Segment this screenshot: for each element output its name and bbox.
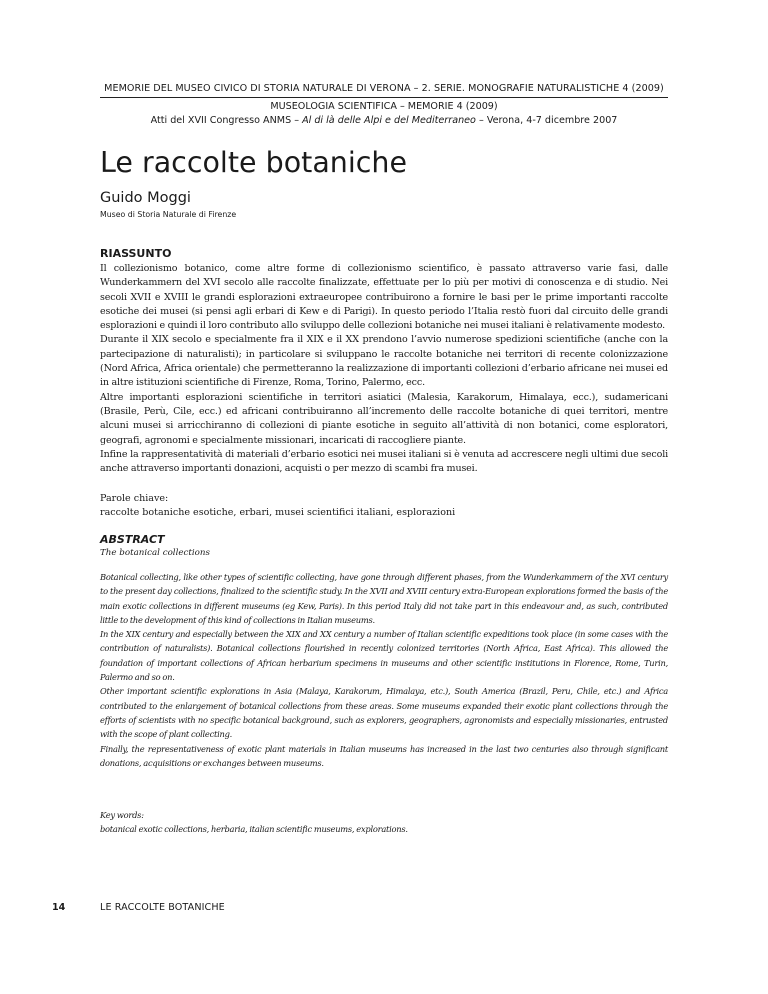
article-title: Le raccolte botaniche [100, 146, 408, 179]
abstract-paragraph: Other important scientific explorations in Asia (Malaya, Karakorum, Himalaya, etc.), South America (Brazil, Peru, Chile, etc.) and Africa contributed to the enlargement of botanical collections from these areas. Some museums expanded their exotic plant collections through the efforts of scientists with no specific botanical background, such as explorers, geographers, agronomists and especially missionaries, entrusted with the scope of plant collecting. [100, 686, 668, 740]
riassunto-body [100, 262, 668, 476]
author-affiliation: Museo di Storia Naturale di Firenze [100, 210, 237, 219]
journal-series-header: MEMORIE DEL MUSEO CIVICO DI STORIA NATURALE DI VERONA – 2. SERIE. MONOGRAFIE NATURALISTICHE 4 (2009) [104, 83, 664, 94]
riassunto-heading: RIASSUNTO [100, 247, 172, 260]
journal-subseries: MUSEOLOGIA SCIENTIFICA – MEMORIE 4 (2009) [270, 101, 498, 112]
riassunto-paragraph: Il collezionismo botanico, come altre forme di collezionismo scientifico, è passato attraverso varie fasi, dalle Wunderkammern del XVI secolo alle raccolte finalizzate, effettuate per lo più per motivi di conoscenza e di studio. Nei secoli XVII e XVIII le grandi esplorazioni extraeuropee contribuirono a fornire le basi per le prime importanti raccolte esotiche dei musei (si pensi agli erbari di Kew e di Parigi). In questo periodo l’Italia restò fuori dal circuito delle grandi esplorazioni e quindi il loro contributo allo sviluppo delle collezioni botaniche nei musei italiani è relativamente modesto. [100, 263, 668, 332]
header-rule [100, 97, 668, 98]
riassunto-keywords-list: raccolte botaniche esotiche, erbari, musei scientifici italiani, esplorazioni [100, 507, 456, 519]
riassunto-paragraph: Altre importanti esplorazioni scientifiche in territori asiatici (Malesia, Karakorum, Himalaya, ecc.), sudamericani (Brasile, Perù, Cile, ecc.) ed africani contribuiranno all’incremento delle raccolte botaniche di quei territori, mentre alcuni musei si arricchiranno di collezioni di piante esotiche in seguito all’attività di non botanici, come esploratori, geografi, agronomi e specialmente missionari, incaricati di raccogliere piante. [100, 391, 668, 446]
abstract-subtitle: The botanical collections [100, 548, 210, 558]
congress-title: Al di là delle Alpi e del Mediterraneo [302, 115, 476, 126]
riassunto-paragraph: Durante il XIX secolo e specialmente fra il XIX e il XX prendono l’avvio numerose spedizioni scientifiche (anche con la partecipazione di naturalisti); in particolare si sviluppano le raccolte botaniche nei territori di recente colonizzazione (Nord Africa, Africa orientale) che permetteranno la realizzazione di importanti collezioni d’erbario africane nei musei ed in altre istituzioni scientifiche di Firenze, Roma, Torino, Palermo, ecc. [100, 334, 668, 389]
congress-suffix: – Verona, 4-7 dicembre 2007 [475, 115, 618, 126]
abstract-keywords [100, 808, 668, 837]
congress-line [100, 115, 668, 126]
author-name: Guido Moggi [100, 190, 191, 206]
abstract-paragraph: Botanical collecting, like other types of scientific collecting, have gone through different phases, from the Wunderkammern of the XVI century to the present day collections, finalized to the scientific study. In the XVII and XVIII century extra-European explorations formed the basis of the main exotic collections in different museums (eg Kew, Paris). In this period Italy did not take part in this endeavour and, as such, contributed little to the development of this kind of collections in Italian museums. [100, 572, 668, 625]
abstract-body [100, 570, 668, 770]
congress-prefix: Atti del XVII Congresso ANMS – [150, 115, 303, 126]
riassunto-keywords-label: Parole chiave: [100, 493, 169, 504]
abstract-keywords-list: botanical exotic collections, herbaria, italian scientific museums, explorations. [100, 824, 408, 835]
page-number: 14 [52, 902, 66, 913]
abstract-keywords-label: Key words: [100, 810, 144, 820]
riassunto-keywords [100, 492, 668, 521]
abstract-heading: ABSTRACT [100, 533, 165, 546]
abstract-paragraph: Finally, the representativeness of exotic plant materials in Italian museums has increased in the last two centuries also through significant donations, acquisitions or exchanges between museums. [100, 743, 668, 768]
running-head: LE RACCOLTE BOTANICHE [100, 902, 225, 913]
riassunto-paragraph: Infine la rappresentatività di materiali d’erbario esotici nei musei italiani si è venuta ad accrescere negli ultimi due secoli anche attraverso importanti donazioni, acquisti o per mezzo di scambi fra musei. [100, 448, 668, 475]
abstract-paragraph: In the XIX century and especially between the XIX and XX century a number of Italian scientific expeditions took place (in some cases with the contribution of naturalists). Botanical collections flourished in recently colonized territories (North Africa, East Africa). This allowed the foundation of important collections of African herbarium specimens in museums and other scientific institutions in Florence, Rome, Turin, Palermo and so on. [100, 629, 668, 683]
